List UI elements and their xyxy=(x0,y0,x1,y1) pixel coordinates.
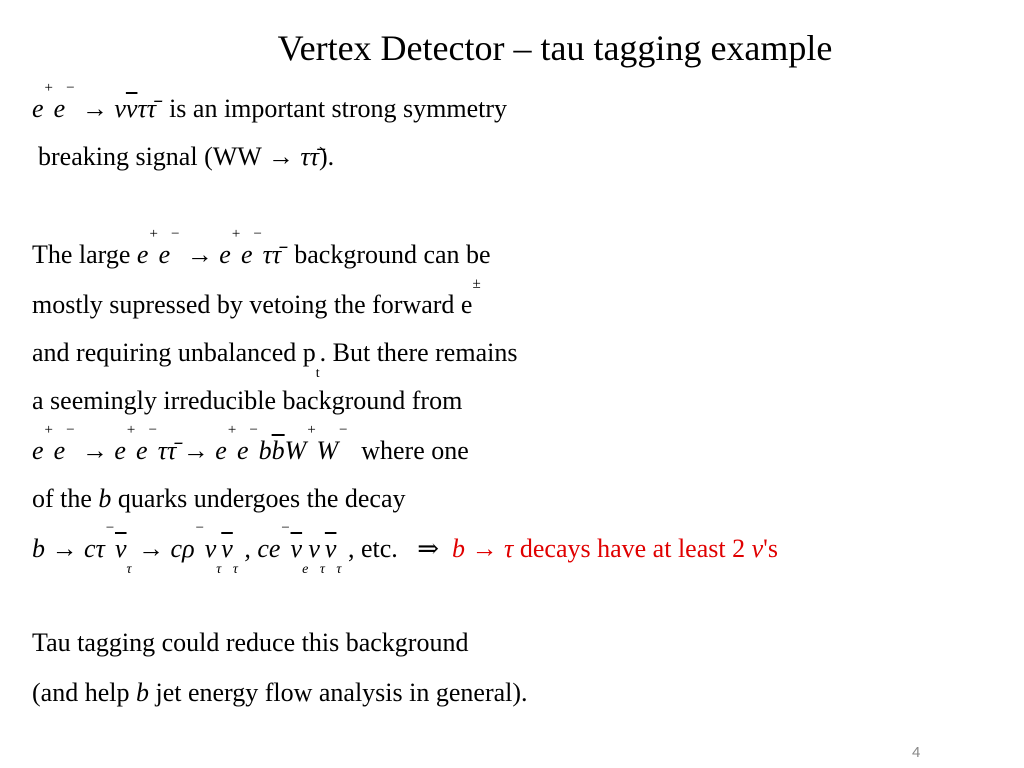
line-9-etc: , etc. xyxy=(347,534,398,563)
line-11-b: b xyxy=(135,678,149,707)
formula-b-to-tau: b → τ xyxy=(452,534,514,563)
line-11-start: (and help xyxy=(32,678,130,707)
line-9-red-end: 's xyxy=(763,534,778,563)
formula-tautau: → ττ̄ xyxy=(267,142,319,171)
line-8 xyxy=(32,484,406,514)
line-9 xyxy=(32,520,778,577)
line-10: Tau tagging could reduce this background xyxy=(32,628,469,657)
line-5-end: . But there remains xyxy=(319,338,518,367)
implies-arrow: ⇒ xyxy=(417,534,440,563)
page-number: 4 xyxy=(912,744,921,761)
line-11 xyxy=(32,678,528,708)
line-4 xyxy=(32,276,481,320)
line-2-end: ). xyxy=(318,142,335,171)
plus-minus-superscript: ± xyxy=(472,276,481,292)
formula-b-decay: $b \to c\tau^-\overline{\nu}_\tau \to c\rho^-\nu_\tau\overline{\nu}_\tau$ xyxy=(32,520,238,577)
nu-symbol: ν xyxy=(751,534,764,563)
slide-title: Vertex Detector – tau tagging example xyxy=(277,28,833,68)
line-9-red-text: decays have at least 2 xyxy=(519,534,746,563)
line-1 xyxy=(32,80,508,124)
line-3-start: The large xyxy=(32,240,131,269)
line-8-end: quarks undergoes the decay xyxy=(117,484,406,513)
formula-ee-bbww: e+e− → e+e−ττ̄ → $e^+e^-b\overline{b}W^+W^-$ xyxy=(32,422,349,465)
line-2 xyxy=(38,142,334,172)
line-6: a seemingly irreducible background from xyxy=(32,386,463,415)
line-3-end: background can be xyxy=(294,240,491,269)
line-3 xyxy=(32,226,491,270)
formula-ce-nu: , $ce^-\overline{\nu}_e\nu_\tau\overline{\nu}_\tau$ xyxy=(244,520,342,577)
line-5-start: and requiring unbalanced p xyxy=(32,338,316,367)
formula-ee-eetautau: e+e− → e+e−ττ̄ xyxy=(136,226,282,269)
line-11-end: jet energy flow analysis in general). xyxy=(155,678,528,707)
line-1-text: is an important strong symmetry xyxy=(169,94,508,123)
line-4-text: mostly supressed by vetoing the forward e xyxy=(32,290,473,319)
line-7-end: where one xyxy=(361,436,469,465)
line-2-text: breaking signal (WW xyxy=(38,142,262,171)
line-8-b: b xyxy=(98,484,112,513)
t-subscript: t xyxy=(315,366,320,381)
line-8-start: of the xyxy=(32,484,92,513)
formula-ee-nunu-tautau: $e^+e^- \to \nu\overline{\nu}\tau\taū$ xyxy=(32,80,157,123)
line-7 xyxy=(32,422,469,466)
line-5 xyxy=(32,338,518,381)
